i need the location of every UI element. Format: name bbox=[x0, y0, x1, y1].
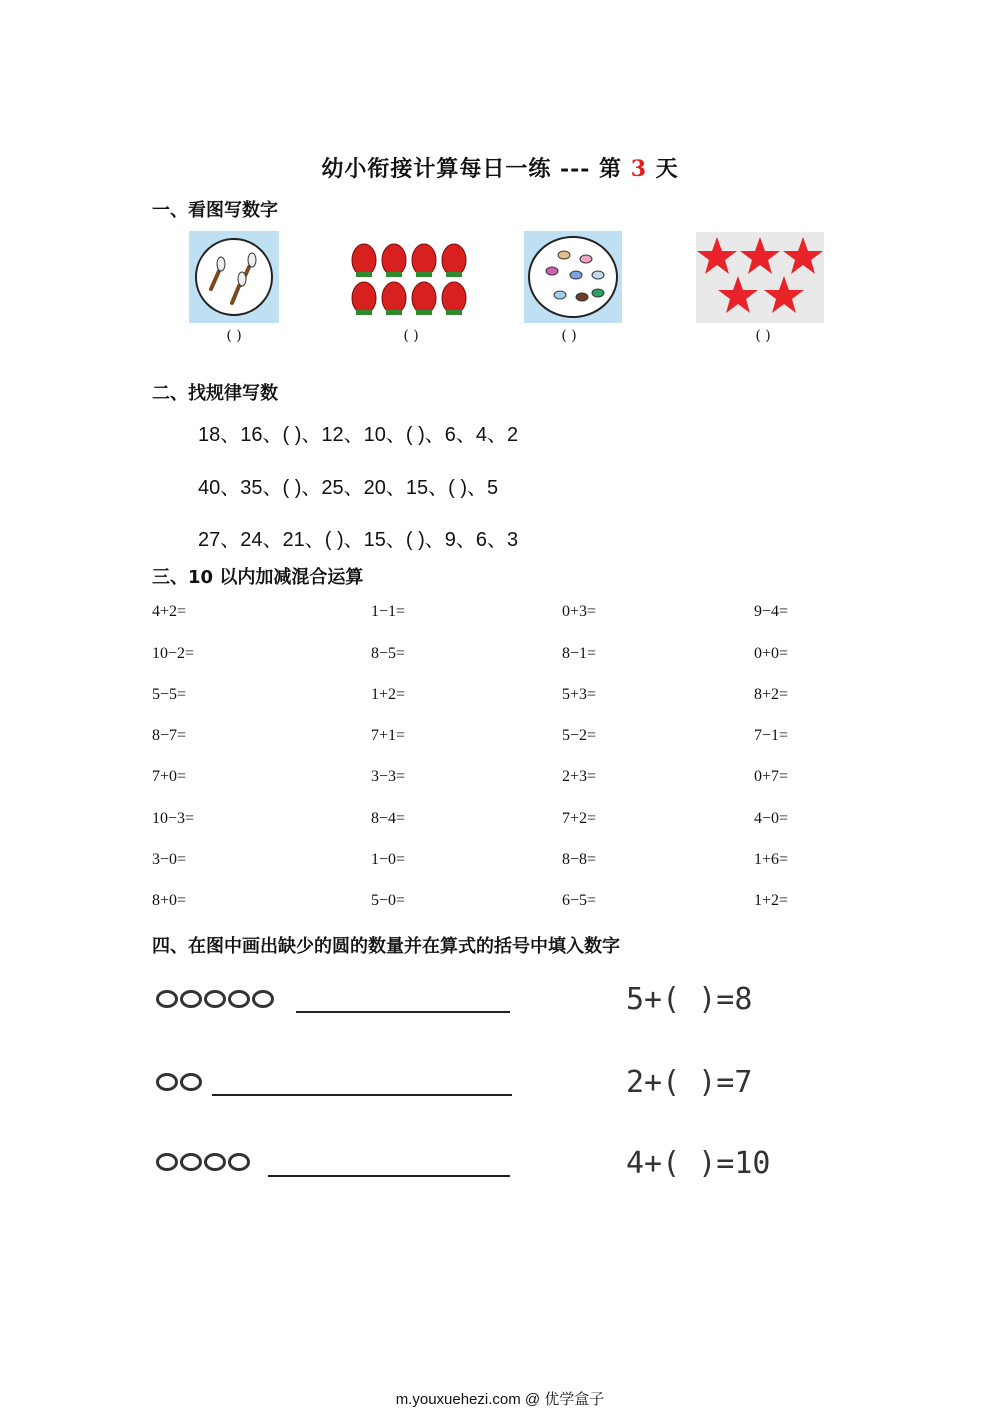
circle-group bbox=[156, 1153, 252, 1175]
title-prefix: 幼小衔接计算每日一练 --- 第 bbox=[321, 156, 631, 182]
sequence-row[interactable]: 27、24、21、( )、15、( )、9、6、3 bbox=[198, 529, 519, 551]
circle-icon bbox=[252, 990, 274, 1008]
equation[interactable]: 9−4= bbox=[754, 603, 789, 620]
equation[interactable]: 8−1= bbox=[562, 645, 597, 662]
equation[interactable]: 10−2= bbox=[152, 645, 195, 662]
equation[interactable]: 6−5= bbox=[562, 892, 597, 909]
section3-heading: 三、10 以内加减混合运算 bbox=[152, 567, 364, 588]
draw-line-blank[interactable] bbox=[212, 1094, 512, 1096]
equation[interactable]: 3−0= bbox=[152, 851, 187, 868]
answer-paren-4[interactable]: ( ) bbox=[755, 328, 771, 344]
title-day-number: 3 bbox=[630, 156, 647, 182]
equation[interactable]: 5−0= bbox=[371, 892, 406, 909]
equation[interactable]: 7−1= bbox=[754, 727, 789, 744]
circle-icon bbox=[180, 990, 202, 1008]
equation[interactable]: 1−1= bbox=[371, 603, 406, 620]
circle-icon bbox=[156, 990, 178, 1008]
equation[interactable]: 8−7= bbox=[152, 727, 187, 744]
answer-paren-1[interactable]: ( ) bbox=[226, 328, 242, 344]
draw-line-blank[interactable] bbox=[296, 1011, 510, 1013]
section2-heading: 二、找规律写数 bbox=[152, 383, 278, 404]
circle-group bbox=[156, 1073, 204, 1095]
footer-source: m.youxuehezi.com @ 优学盒子 bbox=[395, 1391, 605, 1408]
answer-paren-2[interactable]: ( ) bbox=[403, 328, 419, 344]
answer-paren-3[interactable]: ( ) bbox=[561, 328, 577, 344]
equation[interactable]: 4−0= bbox=[754, 810, 789, 827]
equation[interactable]: 7+0= bbox=[152, 768, 187, 785]
circle-icon bbox=[180, 1153, 202, 1171]
equation[interactable]: 8+2= bbox=[754, 686, 789, 703]
section1-heading: 一、看图写数字 bbox=[152, 200, 278, 221]
equation[interactable]: 0+0= bbox=[754, 645, 789, 662]
equation[interactable]: 10−3= bbox=[152, 810, 195, 827]
equation[interactable]: 0+3= bbox=[562, 603, 597, 620]
paintbrush-plate-icon bbox=[189, 231, 279, 323]
circle-icon bbox=[204, 990, 226, 1008]
equation[interactable]: 8−4= bbox=[371, 810, 406, 827]
equation[interactable]: 8+0= bbox=[152, 892, 187, 909]
equation[interactable]: 5−2= bbox=[562, 727, 597, 744]
equation[interactable]: 3−3= bbox=[371, 768, 406, 785]
candy-plate-icon bbox=[524, 231, 622, 323]
circle-icon bbox=[228, 990, 250, 1008]
equation[interactable]: 1+2= bbox=[754, 892, 789, 909]
equation[interactable]: 5−5= bbox=[152, 686, 187, 703]
equation[interactable]: 7+1= bbox=[371, 727, 406, 744]
circle-icon bbox=[156, 1073, 178, 1091]
equation[interactable]: 4+2= bbox=[152, 603, 187, 620]
equation[interactable]: 8−5= bbox=[371, 645, 406, 662]
circle-icon bbox=[180, 1073, 202, 1091]
equation[interactable]: 8−8= bbox=[562, 851, 597, 868]
circle-group bbox=[156, 990, 276, 1012]
equation[interactable]: 5+3= bbox=[562, 686, 597, 703]
equation[interactable]: 2+3= bbox=[562, 768, 597, 785]
equation[interactable]: 1−0= bbox=[371, 851, 406, 868]
fill-equation[interactable]: 4+( )=10 bbox=[626, 1146, 771, 1181]
equation[interactable]: 1+2= bbox=[371, 686, 406, 703]
equation[interactable]: 0+7= bbox=[754, 768, 789, 785]
sequence-row[interactable]: 18、16、( )、12、10、( )、6、4、2 bbox=[198, 424, 519, 446]
circle-icon bbox=[156, 1153, 178, 1171]
circle-icon bbox=[228, 1153, 250, 1171]
equation[interactable]: 1+6= bbox=[754, 851, 789, 868]
circle-icon bbox=[204, 1153, 226, 1171]
red-stars-icon bbox=[696, 232, 824, 323]
page-title bbox=[0, 152, 1000, 183]
draw-line-blank[interactable] bbox=[268, 1175, 510, 1177]
fill-equation[interactable]: 2+( )=7 bbox=[626, 1065, 753, 1100]
section4-heading: 四、在图中画出缺少的圆的数量并在算式的括号中填入数字 bbox=[152, 936, 620, 957]
sequence-row[interactable]: 40、35、( )、25、20、15、( )、5 bbox=[198, 477, 499, 499]
fill-equation[interactable]: 5+( )=8 bbox=[626, 982, 753, 1017]
title-suffix: 天 bbox=[647, 156, 679, 182]
equation[interactable]: 7+2= bbox=[562, 810, 597, 827]
strawberry-group-icon bbox=[350, 238, 470, 318]
